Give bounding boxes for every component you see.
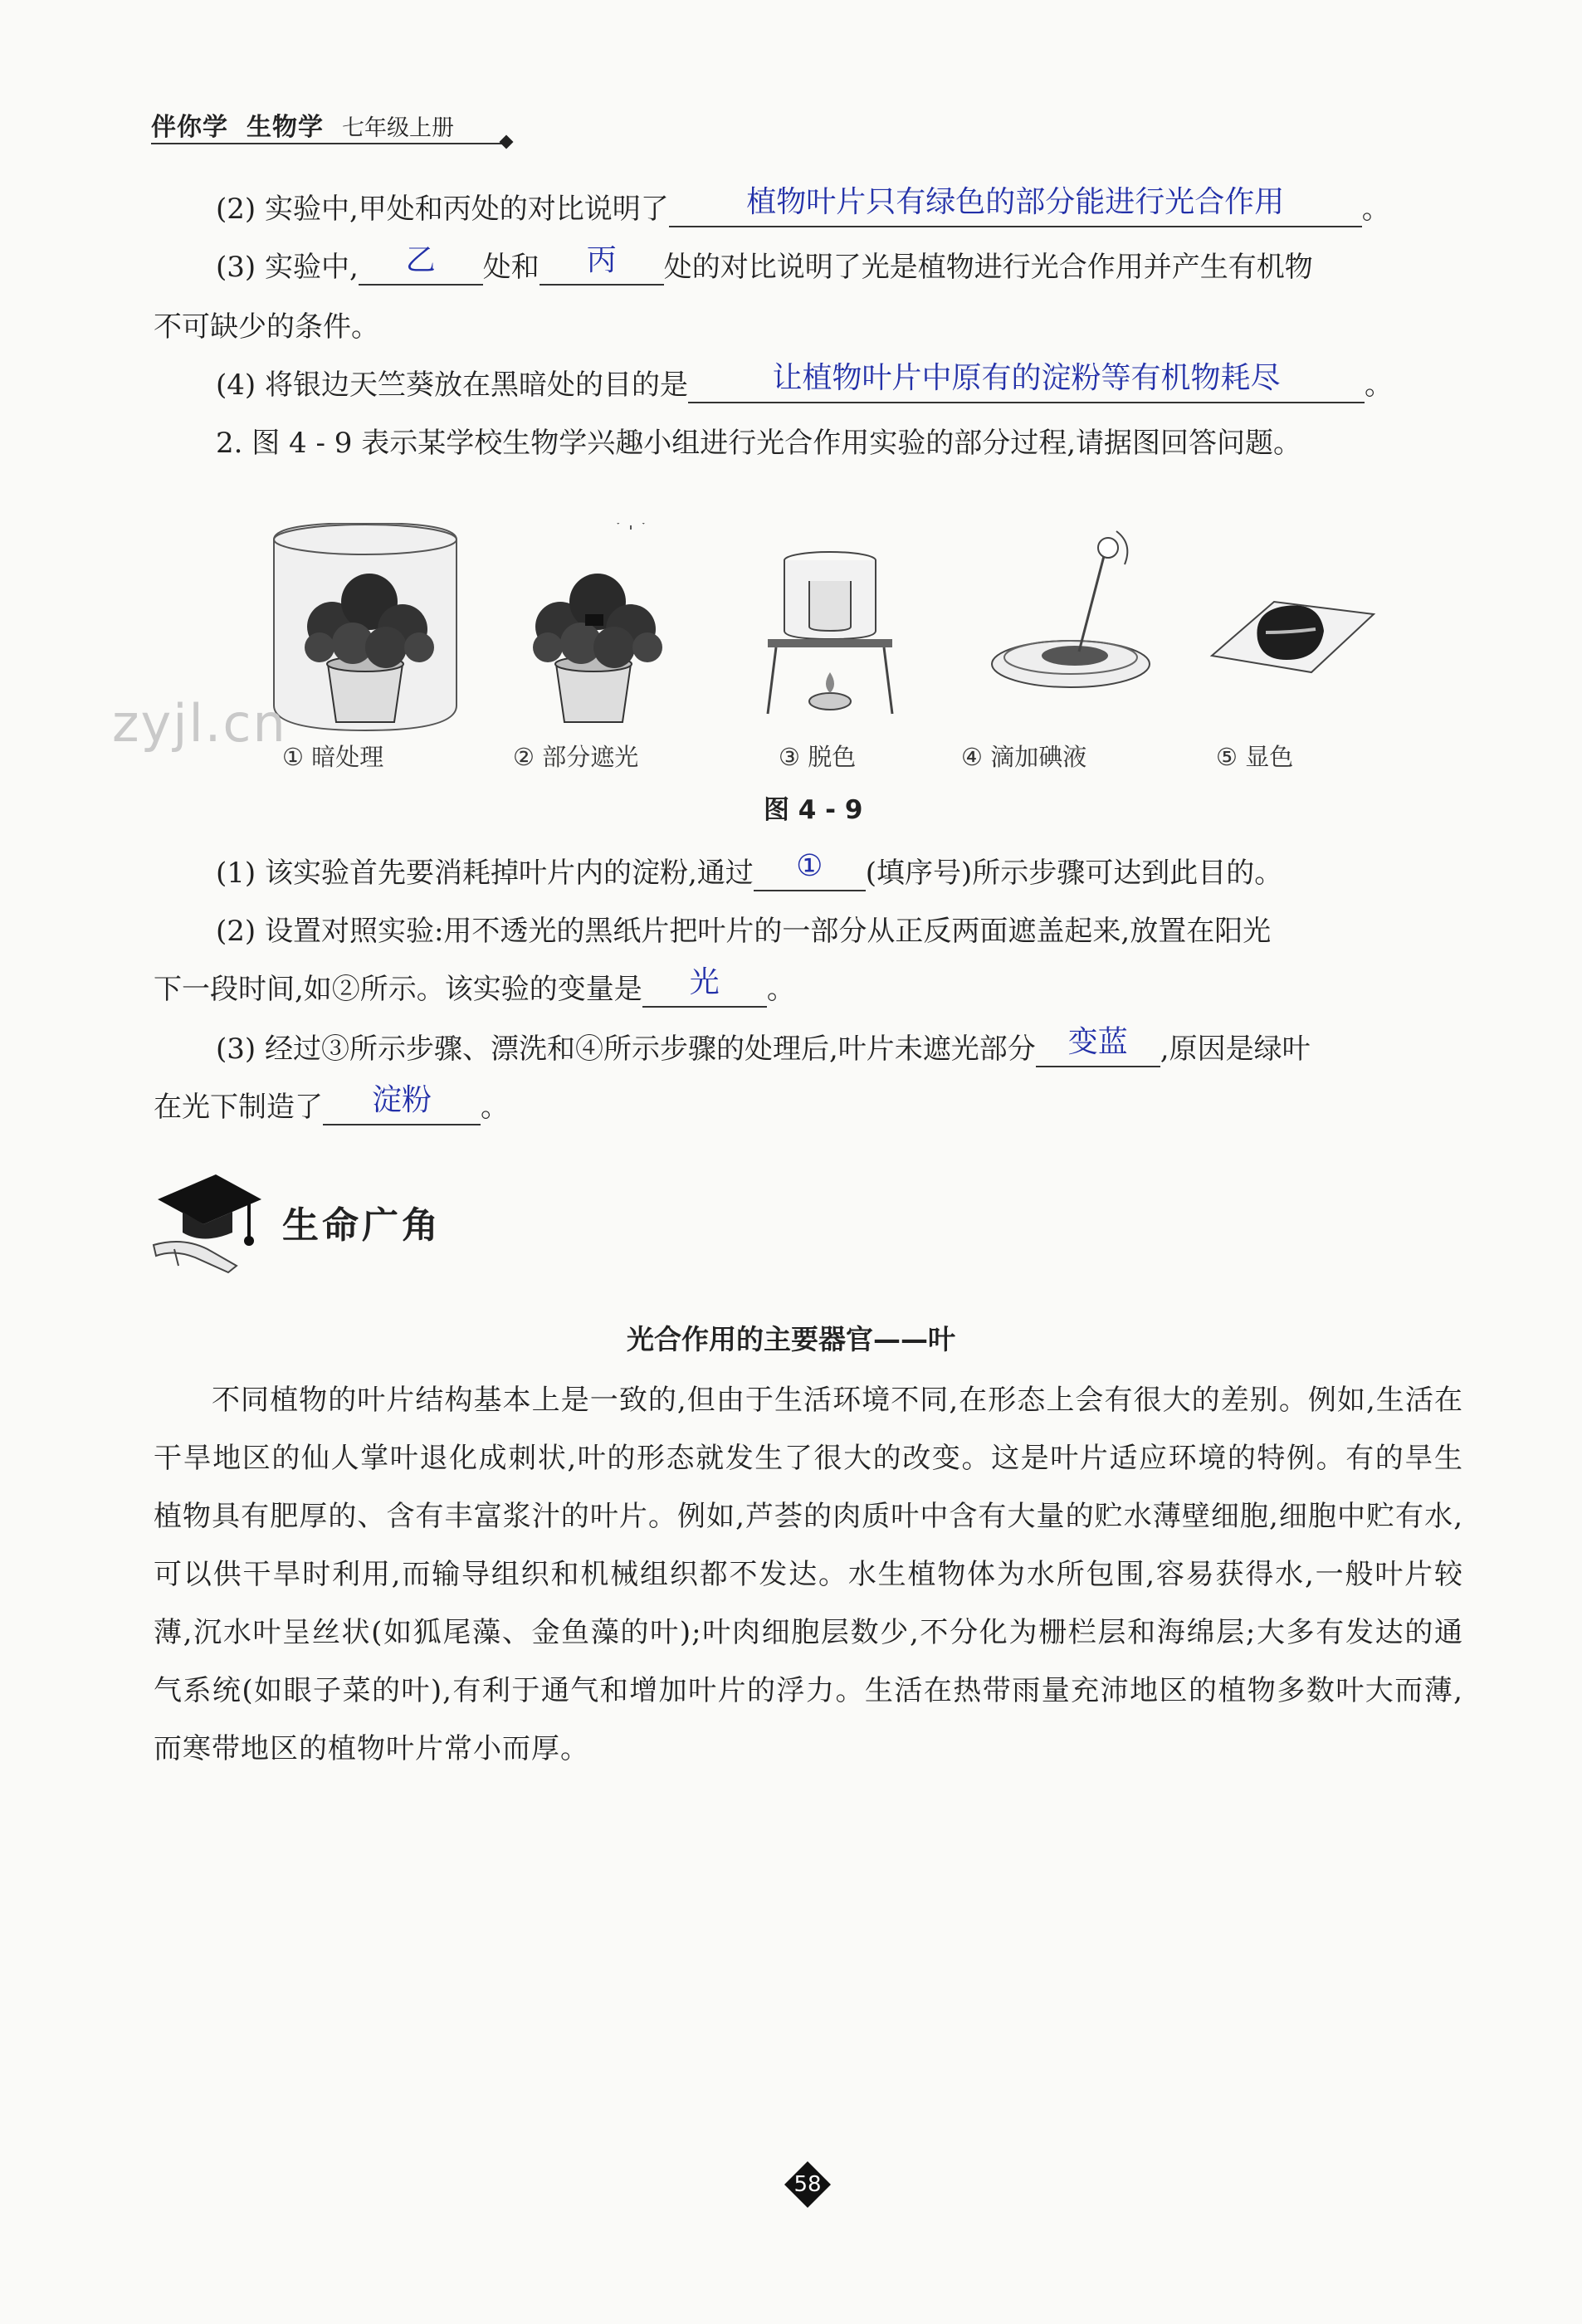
dark-treatment-illustration xyxy=(274,523,457,730)
answer-blank[interactable] xyxy=(1036,1025,1160,1067)
q2-part2: (2) 设置对照实验:用不透光的黑纸片把叶片的一部分从正反两面遮盖起来,放置在阳光 xyxy=(216,915,1272,948)
page-number: 58 xyxy=(793,2172,822,2197)
handwritten-answer: 光 xyxy=(689,965,720,999)
figure-caption: 图 4 - 9 xyxy=(764,795,863,825)
subject-name: 生物学 xyxy=(247,113,324,142)
answer-blank[interactable] xyxy=(754,849,866,891)
answer-blank[interactable] xyxy=(540,243,664,286)
handwritten-answer: 丙 xyxy=(586,243,617,277)
handwritten-answer: ① xyxy=(796,849,823,883)
graduation-cap-icon xyxy=(149,1166,266,1274)
figure-label: ④ 滴加碘液 xyxy=(961,743,1087,771)
section-title: 生命广角 xyxy=(282,1204,442,1247)
handwritten-answer: 变蓝 xyxy=(1067,1025,1128,1059)
experiment-figure xyxy=(249,523,1394,755)
grade-label: 七年级上册 xyxy=(342,115,454,141)
figure-label: ① 暗处理 xyxy=(282,743,384,771)
color-display-illustration xyxy=(1212,602,1374,672)
q1-part4: (4) 将银边天竺葵放在黑暗处的目的是 让植物叶片中原有的淀粉等有机物耗尽 。 xyxy=(216,361,1393,402)
q2-stem: 2. 图 4 - 9 表示某学校生物学兴趣小组进行光合作用实验的部分过程,请据图回答问题。 xyxy=(216,427,1302,460)
watermark-text: zyjl.cn xyxy=(112,693,287,754)
page-number-badge xyxy=(783,2160,833,2209)
partial-shading-illustration xyxy=(533,523,662,722)
answer-blank[interactable] xyxy=(323,1083,481,1125)
answer-blank[interactable] xyxy=(642,965,767,1008)
header-rule xyxy=(151,143,504,144)
handwritten-answer: 植物叶片只有绿色的部分能进行光合作用 xyxy=(746,185,1285,219)
answer-blank[interactable] xyxy=(359,243,483,286)
figure-label: ⑤ 显色 xyxy=(1216,743,1294,771)
q2-part3-cont: 在光下制造了 淀粉 。 xyxy=(154,1083,509,1124)
reading-title: 光合作用的主要器官——叶 xyxy=(627,1323,955,1355)
reading-paragraph: 不同植物的叶片结构基本上是一致的,但由于生活环境不同,在形态上会有很大的差别。例如,生活在干旱地区的仙人掌叶退化成刺状,叶的形态就发生了很大的改变。这是叶片适应环境的特例。有的旱生植物具有肥厚的、含有丰富浆汁的叶片。例如,芦荟的肉质叶中含有大量的贮水薄壁细胞,细胞中贮有水,可以供干旱时利用,而输导组织和机械组织都不发达。水生植物体为水所包围,容易获得水,一般叶片较薄,沉水叶呈丝状(如狐尾藻、金鱼藻的叶);叶肉细胞层数少,不分化为栅栏层和海绵层;大多有发达的通气系统(如眼子菜的叶),有利于通气和增加叶片的浮力。生活在热带雨量充沛地区的植物多数叶大而薄,而寒带地区的植物叶片常小而厚。 xyxy=(154,1384,1463,1765)
q1-part2: (2) 实验中,甲处和丙处的对比说明了 植物叶片只有绿色的部分能进行光合作用 。 xyxy=(216,185,1390,226)
iodine-dropping-illustration xyxy=(992,531,1150,687)
handwritten-answer: 乙 xyxy=(405,243,436,277)
q1-part3-cont: 不可缺少的条件。 xyxy=(154,310,379,344)
q2-part1: (1) 该实验首先要消耗掉叶片内的淀粉,通过 ① (填序号)所示步骤可达到此目的。 xyxy=(216,849,1283,890)
figure-label: ② 部分遮光 xyxy=(513,743,639,771)
q2-part2-cont: 下一段时间,如②所示。该实验的变量是 光 。 xyxy=(154,965,795,1006)
figure-label: ③ 脱色 xyxy=(779,743,857,771)
q2-part3: (3) 经过③所示步骤、漂洗和④所示步骤的处理后,叶片未遮光部分 变蓝 ,原因是绿叶 xyxy=(216,1025,1311,1066)
page-header xyxy=(151,106,454,143)
header-diamond-icon xyxy=(500,135,514,149)
q1-part3: (3) 实验中, 乙 处和 丙 处的对比说明了光是植物进行光合作用并产生有机物 xyxy=(216,243,1313,284)
handwritten-answer: 让植物叶片中原有的淀粉等有机物耗尽 xyxy=(772,361,1281,395)
handwritten-answer: 淀粉 xyxy=(371,1083,432,1117)
decolorization-illustration xyxy=(768,552,892,714)
series-name: 伴你学 xyxy=(151,113,228,142)
